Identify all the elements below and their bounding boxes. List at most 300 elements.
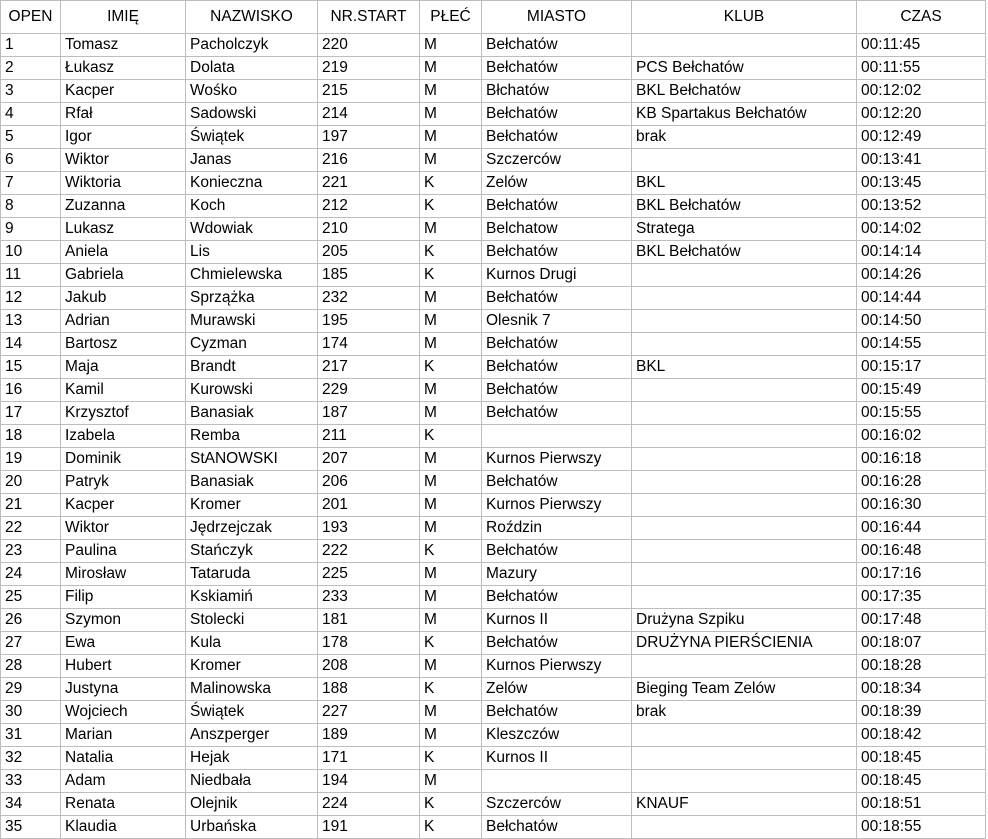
cell-nr-start: 206 [318,471,420,494]
cell-imie: Renata [61,793,186,816]
cell-nazwisko: Wośko [186,80,318,103]
cell-miasto: Bełchatów [482,816,632,839]
cell-czas: 00:14:50 [857,310,986,333]
cell-open: 24 [1,563,61,586]
cell-klub: BKL Bełchatów [632,80,857,103]
cell-czas: 00:16:30 [857,494,986,517]
cell-plec: K [420,678,482,701]
cell-nazwisko: Kromer [186,494,318,517]
cell-klub [632,425,857,448]
cell-czas: 00:16:28 [857,471,986,494]
cell-miasto: Kurnos Pierwszy [482,494,632,517]
cell-czas: 00:12:02 [857,80,986,103]
cell-miasto: Bełchatów [482,471,632,494]
cell-czas: 00:14:14 [857,241,986,264]
cell-miasto: Kurnos Pierwszy [482,655,632,678]
cell-czas: 00:11:55 [857,57,986,80]
cell-open: 8 [1,195,61,218]
cell-plec: K [420,425,482,448]
table-row [1,287,986,310]
cell-nazwisko: Olejnik [186,793,318,816]
cell-open: 25 [1,586,61,609]
table-row [1,218,986,241]
cell-open: 35 [1,816,61,839]
cell-miasto: Bełchatów [482,34,632,57]
cell-klub [632,770,857,793]
table-row [1,126,986,149]
cell-nr-start: 214 [318,103,420,126]
table-row [1,195,986,218]
cell-imie: Paulina [61,540,186,563]
cell-open: 6 [1,149,61,172]
cell-imie: Lukasz [61,218,186,241]
cell-nr-start: 217 [318,356,420,379]
cell-miasto: Bełchatów [482,356,632,379]
cell-miasto: Szczerców [482,149,632,172]
cell-open: 4 [1,103,61,126]
cell-plec: K [420,195,482,218]
cell-miasto: Zelów [482,678,632,701]
cell-nr-start: 227 [318,701,420,724]
cell-imie: Kamil [61,379,186,402]
cell-nazwisko: Jędrzejczak [186,517,318,540]
cell-nr-start: 194 [318,770,420,793]
cell-klub: brak [632,126,857,149]
cell-klub [632,379,857,402]
cell-imie: Klaudia [61,816,186,839]
cell-miasto: Bełchatów [482,540,632,563]
cell-czas: 00:12:49 [857,126,986,149]
cell-nazwisko: Konieczna [186,172,318,195]
cell-plec: M [420,149,482,172]
cell-czas: 00:18:07 [857,632,986,655]
table-row [1,793,986,816]
cell-open: 19 [1,448,61,471]
cell-open: 32 [1,747,61,770]
table-row [1,149,986,172]
cell-imie: Filip [61,586,186,609]
cell-nr-start: 229 [318,379,420,402]
cell-miasto: Kurnos Drugi [482,264,632,287]
cell-nr-start: 193 [318,517,420,540]
cell-nr-start: 216 [318,149,420,172]
cell-imie: Wiktoria [61,172,186,195]
cell-plec: M [420,103,482,126]
cell-klub: Drużyna Szpiku [632,609,857,632]
cell-nr-start: 189 [318,724,420,747]
cell-czas: 00:18:55 [857,816,986,839]
cell-nazwisko: Stolecki [186,609,318,632]
cell-imie: Wiktor [61,149,186,172]
cell-miasto: Bełchatów [482,632,632,655]
cell-open: 11 [1,264,61,287]
cell-czas: 00:11:45 [857,34,986,57]
header-plec: PŁEĆ [420,1,482,34]
cell-imie: Maja [61,356,186,379]
cell-miasto: Olesnik 7 [482,310,632,333]
cell-plec: K [420,356,482,379]
cell-miasto: Roździn [482,517,632,540]
cell-czas: 00:18:42 [857,724,986,747]
cell-open: 26 [1,609,61,632]
cell-nr-start: 187 [318,402,420,425]
cell-nr-start: 222 [318,540,420,563]
cell-nazwisko: Świątek [186,126,318,149]
cell-klub [632,448,857,471]
cell-open: 18 [1,425,61,448]
cell-plec: K [420,241,482,264]
cell-imie: Krzysztof [61,402,186,425]
cell-plec: M [420,448,482,471]
cell-czas: 00:17:16 [857,563,986,586]
cell-nr-start: 188 [318,678,420,701]
cell-imie: Zuzanna [61,195,186,218]
table-row [1,517,986,540]
table-row [1,609,986,632]
cell-klub [632,816,857,839]
cell-open: 30 [1,701,61,724]
cell-miasto: Bełchatów [482,287,632,310]
cell-plec: M [420,563,482,586]
header-miasto: MIASTO [482,1,632,34]
cell-miasto: Błchatów [482,80,632,103]
cell-open: 16 [1,379,61,402]
cell-open: 21 [1,494,61,517]
cell-nr-start: 215 [318,80,420,103]
cell-miasto: Zelów [482,172,632,195]
cell-klub: BKL [632,172,857,195]
cell-klub: PCS Bełchatów [632,57,857,80]
cell-plec: M [420,471,482,494]
cell-nr-start: 221 [318,172,420,195]
cell-open: 20 [1,471,61,494]
cell-nazwisko: Urbańska [186,816,318,839]
cell-nazwisko: Koch [186,195,318,218]
cell-klub: DRUŻYNA PIERŚCIENIA [632,632,857,655]
cell-plec: M [420,218,482,241]
cell-czas: 00:16:44 [857,517,986,540]
table-row [1,310,986,333]
cell-open: 14 [1,333,61,356]
cell-miasto: Kurnos II [482,747,632,770]
cell-nazwisko: Remba [186,425,318,448]
table-row [1,34,986,57]
header-czas: CZAS [857,1,986,34]
cell-nr-start: 207 [318,448,420,471]
cell-open: 23 [1,540,61,563]
cell-czas: 00:18:45 [857,770,986,793]
cell-nr-start: 195 [318,310,420,333]
cell-czas: 00:16:18 [857,448,986,471]
cell-nazwisko: Malinowska [186,678,318,701]
cell-miasto: Bełchatów [482,103,632,126]
cell-plec: K [420,540,482,563]
header-klub: KLUB [632,1,857,34]
cell-klub [632,724,857,747]
table-row [1,632,986,655]
table-row [1,563,986,586]
table-row [1,724,986,747]
table-row [1,494,986,517]
cell-klub [632,494,857,517]
header-imie: IMIĘ [61,1,186,34]
cell-open: 29 [1,678,61,701]
cell-open: 34 [1,793,61,816]
cell-miasto [482,425,632,448]
table-row [1,103,986,126]
cell-czas: 00:13:41 [857,149,986,172]
cell-nazwisko: Świątek [186,701,318,724]
cell-nr-start: 201 [318,494,420,517]
cell-imie: Aniela [61,241,186,264]
cell-plec: M [420,701,482,724]
cell-open: 9 [1,218,61,241]
cell-nr-start: 178 [318,632,420,655]
cell-klub [632,310,857,333]
cell-open: 1 [1,34,61,57]
cell-nazwisko: Tataruda [186,563,318,586]
cell-nazwisko: Sprzążka [186,287,318,310]
cell-czas: 00:15:55 [857,402,986,425]
table-row [1,80,986,103]
cell-nazwisko: Banasiak [186,471,318,494]
cell-plec: M [420,724,482,747]
cell-czas: 00:13:52 [857,195,986,218]
cell-czas: 00:15:17 [857,356,986,379]
cell-nr-start: 211 [318,425,420,448]
cell-open: 27 [1,632,61,655]
cell-plec: M [420,57,482,80]
cell-czas: 00:18:45 [857,747,986,770]
cell-klub: KNAUF [632,793,857,816]
cell-nr-start: 174 [318,333,420,356]
cell-imie: Kacper [61,494,186,517]
cell-czas: 00:16:48 [857,540,986,563]
cell-czas: 00:18:28 [857,655,986,678]
table-row [1,770,986,793]
table-row [1,333,986,356]
cell-imie: Bartosz [61,333,186,356]
cell-plec: M [420,655,482,678]
cell-klub [632,517,857,540]
cell-plec: M [420,287,482,310]
cell-open: 28 [1,655,61,678]
header-open: OPEN [1,1,61,34]
cell-plec: M [420,126,482,149]
cell-miasto: Bełchatów [482,586,632,609]
cell-open: 2 [1,57,61,80]
cell-imie: Igor [61,126,186,149]
cell-czas: 00:14:26 [857,264,986,287]
cell-miasto: Bełchatów [482,195,632,218]
cell-nazwisko: Janas [186,149,318,172]
cell-klub [632,540,857,563]
cell-plec: K [420,172,482,195]
cell-plec: M [420,586,482,609]
cell-klub [632,149,857,172]
cell-imie: Hubert [61,655,186,678]
cell-nr-start: 197 [318,126,420,149]
table-row [1,172,986,195]
table-row [1,356,986,379]
cell-open: 3 [1,80,61,103]
cell-imie: Adrian [61,310,186,333]
table-row [1,57,986,80]
cell-open: 13 [1,310,61,333]
cell-nazwisko: Banasiak [186,402,318,425]
cell-nazwisko: Niedbała [186,770,318,793]
cell-miasto: Bełchatów [482,57,632,80]
cell-czas: 00:13:45 [857,172,986,195]
cell-klub [632,333,857,356]
cell-miasto: Bełchatów [482,402,632,425]
cell-plec: M [420,310,482,333]
cell-open: 22 [1,517,61,540]
cell-nazwisko: Anszperger [186,724,318,747]
cell-open: 17 [1,402,61,425]
cell-imie: Marian [61,724,186,747]
cell-nr-start: 181 [318,609,420,632]
cell-klub: BKL Bełchatów [632,195,857,218]
cell-imie: Adam [61,770,186,793]
cell-nazwisko: Kromer [186,655,318,678]
cell-plec: M [420,402,482,425]
cell-imie: Justyna [61,678,186,701]
cell-klub: Bieging Team Zelów [632,678,857,701]
header-row [1,1,986,34]
cell-nr-start: 220 [318,34,420,57]
cell-imie: Jakub [61,287,186,310]
cell-miasto: Bełchatów [482,333,632,356]
cell-nazwisko: Lis [186,241,318,264]
cell-nazwisko: Stańczyk [186,540,318,563]
cell-imie: Ewa [61,632,186,655]
cell-open: 31 [1,724,61,747]
cell-imie: Patryk [61,471,186,494]
cell-plec: K [420,816,482,839]
cell-nr-start: 205 [318,241,420,264]
cell-miasto: Kurnos II [482,609,632,632]
cell-nazwisko: Dolata [186,57,318,80]
cell-nazwisko: Kula [186,632,318,655]
cell-miasto [482,770,632,793]
cell-nr-start: 212 [318,195,420,218]
cell-klub: BKL [632,356,857,379]
cell-open: 7 [1,172,61,195]
cell-klub [632,287,857,310]
cell-czas: 00:14:44 [857,287,986,310]
cell-nazwisko: StANOWSKI [186,448,318,471]
cell-czas: 00:15:49 [857,379,986,402]
cell-nr-start: 224 [318,793,420,816]
cell-imie: Łukasz [61,57,186,80]
header-nr-start: NR.START [318,1,420,34]
cell-plec: M [420,494,482,517]
cell-imie: Mirosław [61,563,186,586]
table-row [1,540,986,563]
cell-nr-start: 185 [318,264,420,287]
table-row [1,379,986,402]
cell-klub [632,264,857,287]
cell-miasto: Bełchatów [482,379,632,402]
cell-klub [632,747,857,770]
cell-miasto: Belchatow [482,218,632,241]
cell-klub: KB Spartakus Bełchatów [632,103,857,126]
cell-klub [632,471,857,494]
cell-plec: K [420,747,482,770]
cell-miasto: Bełchatów [482,701,632,724]
table-row [1,701,986,724]
cell-klub [632,563,857,586]
cell-klub [632,402,857,425]
cell-nr-start: 233 [318,586,420,609]
cell-czas: 00:18:34 [857,678,986,701]
cell-czas: 00:17:48 [857,609,986,632]
cell-imie: Szymon [61,609,186,632]
cell-plec: M [420,80,482,103]
cell-imie: Dominik [61,448,186,471]
cell-czas: 00:17:35 [857,586,986,609]
cell-czas: 00:14:55 [857,333,986,356]
cell-imie: Kacper [61,80,186,103]
cell-miasto: Mazury [482,563,632,586]
cell-imie: Wiktor [61,517,186,540]
cell-nazwisko: Sadowski [186,103,318,126]
cell-nazwisko: Chmielewska [186,264,318,287]
cell-imie: Natalia [61,747,186,770]
cell-plec: M [420,333,482,356]
cell-open: 5 [1,126,61,149]
cell-nr-start: 219 [318,57,420,80]
table-row [1,586,986,609]
cell-nazwisko: Cyzman [186,333,318,356]
cell-open: 33 [1,770,61,793]
cell-nr-start: 191 [318,816,420,839]
cell-nazwisko: Hejak [186,747,318,770]
table-row [1,655,986,678]
cell-klub [632,586,857,609]
cell-imie: Izabela [61,425,186,448]
cell-klub [632,655,857,678]
cell-czas: 00:18:39 [857,701,986,724]
cell-open: 15 [1,356,61,379]
cell-nr-start: 210 [318,218,420,241]
table-row [1,241,986,264]
cell-open: 10 [1,241,61,264]
cell-imie: Wojciech [61,701,186,724]
table-row [1,425,986,448]
cell-czas: 00:14:02 [857,218,986,241]
table-row [1,816,986,839]
cell-miasto: Szczerców [482,793,632,816]
cell-nazwisko: Kurowski [186,379,318,402]
cell-miasto: Kleszczów [482,724,632,747]
cell-plec: K [420,264,482,287]
table-row [1,747,986,770]
header-nazwisko: NAZWISKO [186,1,318,34]
cell-miasto: Bełchatów [482,126,632,149]
cell-plec: K [420,793,482,816]
cell-czas: 00:12:20 [857,103,986,126]
cell-imie: Rfał [61,103,186,126]
cell-plec: M [420,379,482,402]
cell-plec: M [420,609,482,632]
table-row [1,402,986,425]
cell-klub: Stratega [632,218,857,241]
cell-imie: Gabriela [61,264,186,287]
cell-open: 12 [1,287,61,310]
cell-miasto: Bełchatów [482,241,632,264]
